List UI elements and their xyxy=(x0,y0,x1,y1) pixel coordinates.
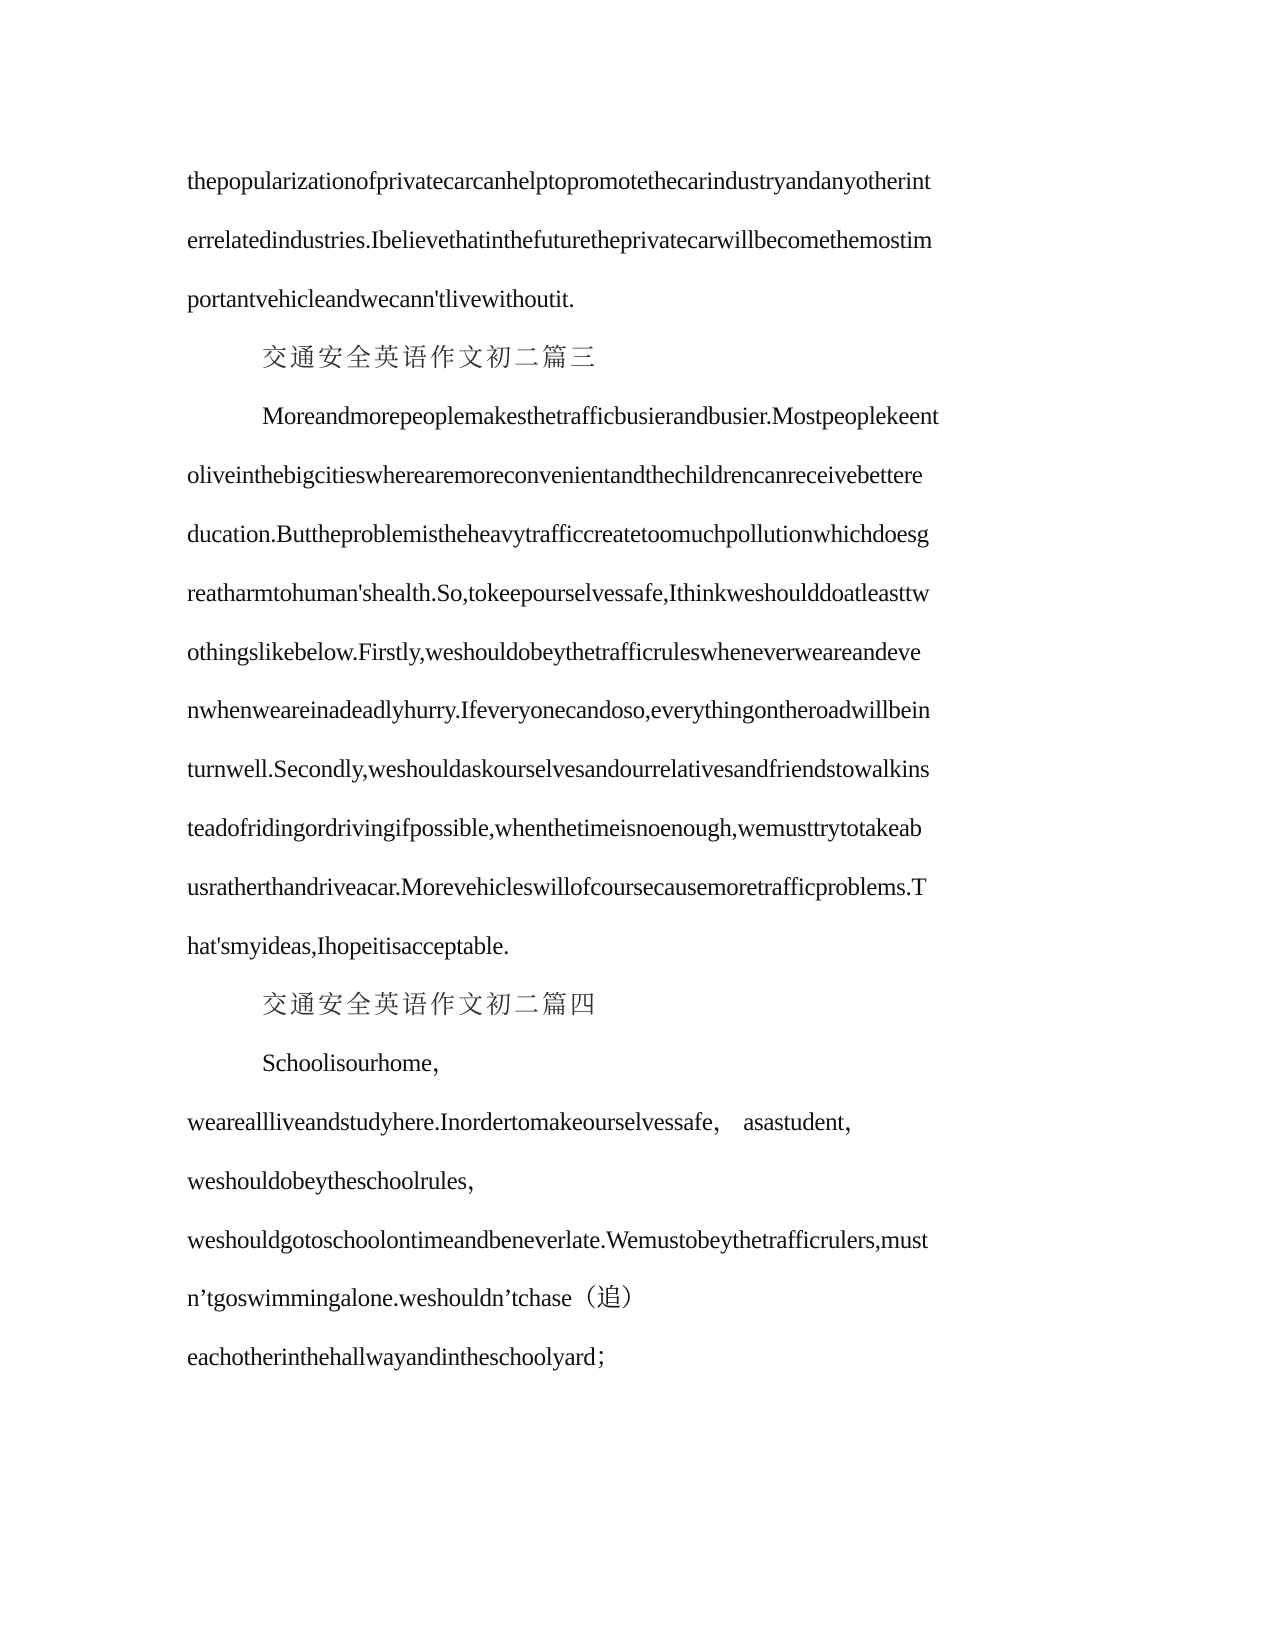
paragraph-line: teadofridingordrivingifpossible,whenthetimeisnoenough,wemusttrytotakeab xyxy=(187,815,922,842)
paragraph-line: hat'smyideas,Ihopeitisacceptable. xyxy=(187,933,509,960)
paragraph-line: portantvehicleandwecann'tlivewithoutit. xyxy=(187,286,575,313)
paragraph-line: n’tgoswimmingalone.weshouldn’tchase（追） xyxy=(187,1285,646,1312)
paragraph-line: weshouldgotoschoolontimeandbeneverlate.Wemustobeythetrafficrulers,must xyxy=(187,1227,928,1254)
paragraph-line: thepopularizationofprivatecarcanhelptopromotethecarindustryandanyotherint xyxy=(187,168,931,195)
paragraph-line: eachotherinthehallwayandintheschoolyard； xyxy=(187,1344,621,1371)
paragraph-line: weshouldobeytheschoolrules， xyxy=(187,1168,492,1195)
paragraph-line: nwhenweareinadeadlyhurry.Ifeveryonecandoso,everythingontheroadwillbein xyxy=(187,697,931,724)
paragraph-line: weareallliveandstudyhere.Inordertomakeourselvessafe， asastudent， xyxy=(187,1109,869,1136)
paragraph-line: usratherthandriveacar.Morevehicleswillofcoursecausemoretrafficproblems.T xyxy=(187,874,927,901)
paragraph-line: reatharmtohuman'shealth.So,tokeepourselvessafe,Ithinkweshoulddoatleasttw xyxy=(187,580,930,607)
section-heading: 交通安全英语作文初二篇三 xyxy=(262,343,599,372)
paragraph-line: Moreandmorepeoplemakesthetrafficbusierandbusier.Mostpeoplekeent xyxy=(262,403,939,430)
paragraph-line: errelatedindustries.Ibelievethatinthefuturetheprivatecarwillbecomethemostim xyxy=(187,227,932,254)
paragraph-line: ducation.Buttheproblemistheheavytrafficcreatetoomuchpollutionwhichdoesg xyxy=(187,521,929,548)
paragraph-line: turnwell.Secondly,weshouldaskourselvesandourrelativesandfriendstowalkins xyxy=(187,756,930,783)
section-heading: 交通安全英语作文初二篇四 xyxy=(262,990,599,1019)
paragraph-line: oliveinthebigcitieswherearemoreconvenientandthechildrencanreceivebettere xyxy=(187,462,923,489)
paragraph-line: Schoolisourhome， xyxy=(262,1050,457,1077)
paragraph-line: othingslikebelow.Firstly,weshouldobeythetrafficruleswheneverweareandeve xyxy=(187,639,921,666)
